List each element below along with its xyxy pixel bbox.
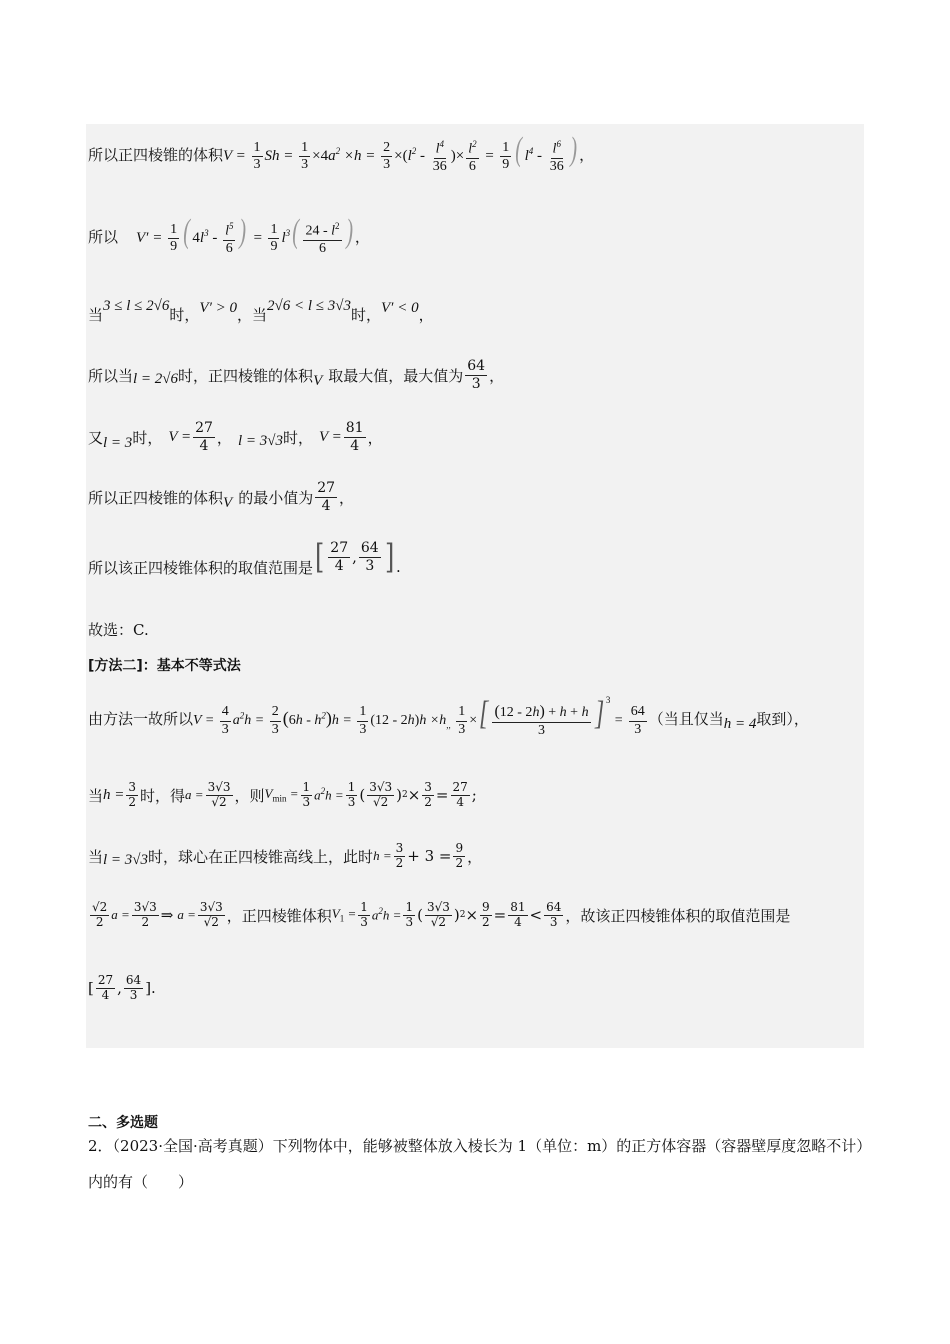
inequality-formula: V = $\frac{4}{3}$ $a^2h$ = $\frac{2}{3}$ $(6h - h^2)h$ = $\frac{1}{3}$ $(12 - 2h)h \times h_{,,}$ $\frac{1}{3}$ ×[ $\frac{(12 - 2h) + h + h}{3}$ ] $^3$ = $\frac{64}{3}$ [193,694,645,738]
condition: 3 ≤ l ≤ 2√6 [103,297,170,314]
condition: h = 4 [723,715,757,732]
text: ， [354,227,370,246]
solution-line-10 [88,690,809,746]
text: 所以当 [88,366,134,385]
text: 又 [88,428,104,447]
condition: V′ > 0 [199,299,237,316]
fraction [193,420,215,453]
text: 取到）， [756,709,809,728]
solution-line-1 [88,128,594,180]
text: 所以该正四棱锥体积的取值范围是 [88,558,314,577]
answer-text: 故选：C. [88,620,149,639]
text: 所以正四棱锥的体积 [88,488,224,507]
condition: V′ < 0 [381,299,419,316]
text: 时， [282,428,313,447]
numerator: 64 [467,358,486,375]
text: ，则 [234,786,265,805]
numerator: 27 [330,540,349,557]
solution-line-6 [88,474,354,520]
condition: l = 2√6 [133,370,179,387]
condition: l = 3√3 [237,432,283,449]
fraction [328,540,350,573]
denominator: 4 [334,557,344,574]
solution-line-14: [ $\frac{27}{4}$ , $\frac{64}{3}$ ]. [88,972,156,1002]
text: ， [579,145,595,164]
variable: V [223,494,233,511]
text: ， [418,305,434,324]
text: 时， [132,428,163,447]
heading: [方法二]：基本不等式法 [88,658,241,674]
condition: 2√6 < l ≤ 3√3 [267,297,351,314]
solution-line-4 [88,352,504,398]
text: ， [489,366,505,385]
solution-line-8 [88,618,149,640]
text: 取最大值，最大值为 [328,366,464,385]
text: 时， [351,305,382,324]
text: ; [471,786,477,804]
fraction [344,420,366,453]
text: 当 [88,786,104,805]
fraction [359,540,381,573]
solution-line-3 [88,298,434,330]
condition: l = 3 [103,434,133,451]
text: 的最小值为 [238,488,314,507]
text: 当 [88,305,104,324]
solution-line-13: $\frac{√2}{2}$ a = $\frac{3√3}{2}$ ⇒ a = $\frac{3√3}{√2}$ ，正四棱锥体积 $V_1$ = $\frac{1}{3}$ $a^2h$ = $\frac{1}{3}$ ( $\frac{3√3}{√2}$ ) 2 × $\frac{9}{2}$ = $\frac{81}{4}$ < $\frac{64}{3}$ ，故该正四棱锥体积的取值范围是 [92,899,791,929]
section-title: 二、多选题 [88,1115,158,1131]
denominator: 4 [321,497,331,514]
text: 时， [169,305,200,324]
solution-line-5: 又 l = 3 时， V = $\frac{27}{4}$ ， l = 3√3 时， V = $\frac{81}{4}$ ， [88,420,383,454]
denominator: 3 [471,375,481,392]
text: ， [467,847,483,866]
volume-formula: V = $\frac{1}{3}$ Sh = $\frac{1}{3}$ $\times 4a^2 \times h$ = $\frac{2}{3}$ $\times(l^2$ - $\frac{l^4}{36}$ )× $\frac{l^2}{6}$ = $\frac{1}{9}$ ( $l^4$ - $\frac{l^6}{36}$ ) [223,131,577,174]
solution-line-7: 所以该正四棱锥体积的取值范围是 [ $\frac{27}{4}$ , $\frac{64}{3}$ ] . [88,537,401,577]
solution-line-2 [88,210,370,262]
text: ，正四棱锥体积 [226,906,332,925]
text: （当且仅当 [648,709,724,728]
text: 当 [88,847,104,866]
denominator: 3 [365,557,375,574]
solution-line-12: 当 l = 3√3 时，球心在正四棱锥高线上，此时 h = $\frac{3}{2}$ + 3 = $\frac{9}{2}$ ， [88,840,483,870]
text: ， [367,428,383,447]
numerator: 81 [345,420,364,437]
numerator: 64 [360,540,379,557]
text: ， [339,488,355,507]
text: 时，球心在正四棱锥高线上，此时 [148,847,374,866]
denominator: 4 [199,437,209,454]
denominator: 4 [350,437,360,454]
derivative-formula: V′ = $\frac{1}{9}$ ( $4l^3$ - $\frac{l^5}{6}$ ) = $\frac{1}{9}$ $l^3$( $\frac{24 - l^2}{6}$ ) [136,213,353,256]
text: ， [216,428,232,447]
condition: l = 3√3 [103,851,149,868]
solution-line-11: 当 h = $\frac{3}{2}$ 时，得 a = $\frac{3√3}{√2}$ ，则 $V_{min}$ = $\frac{1}{3}$ $a^2h$ = $\frac{1}{3}$ ( $\frac{3√3}{√2}$ ) 2 × $\frac{3}{2}$ = $\frac{27}{4}$ ; [88,779,477,809]
numerator: 27 [317,480,336,497]
text: ，故该正四棱锥体积的取值范围是 [565,906,791,925]
fraction [465,358,487,391]
numerator: 27 [195,420,213,437]
text: 时，正四棱锥的体积 [178,366,314,385]
fraction [315,480,337,513]
method-two-heading [88,654,241,676]
text: 时，得 [140,786,186,805]
text: ，当 [236,305,267,324]
text: 所以 [88,227,119,246]
text: . [395,558,401,576]
text: 由方法一故所以 [88,709,194,728]
variable: V [313,372,323,389]
question-text: 2．（2023·全国·高考真题）下列物体中，能够被整体放入棱长为 1（单位：m）的正方体容器（容器壁厚度忽略不计）内的有（ ） [88,1137,864,1191]
text: 所以正四棱锥的体积 [88,145,224,164]
